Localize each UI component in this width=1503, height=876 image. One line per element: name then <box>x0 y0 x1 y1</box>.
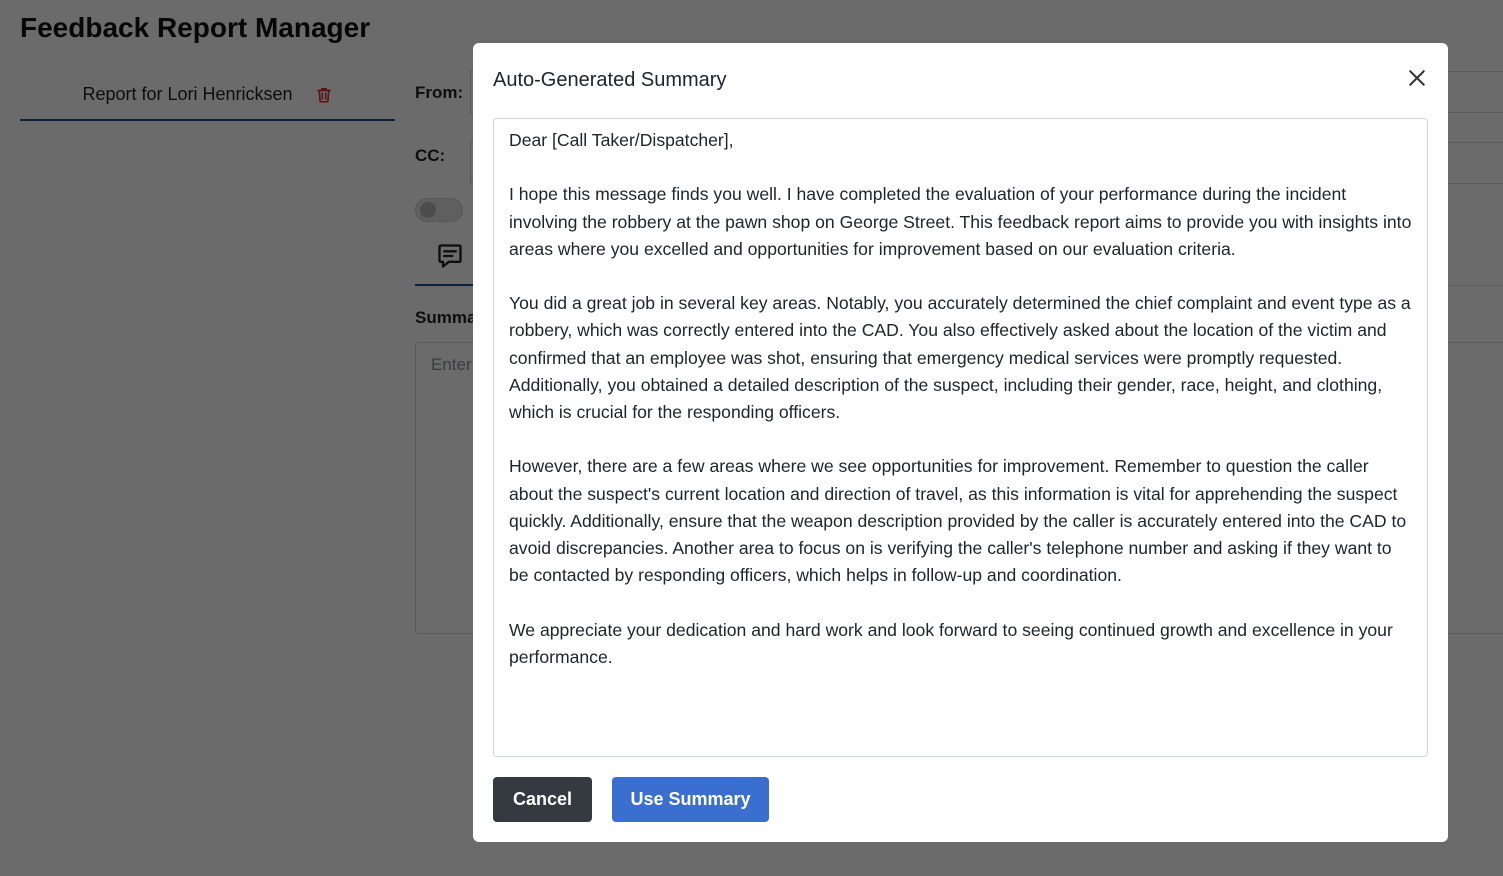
cancel-button[interactable]: Cancel <box>493 777 592 822</box>
summary-paragraph: You did a great job in several key areas. Notably, you accurately determined the chief complaint and event type as a robbery, which was correctly entered into the CAD. You also effectively asked about the location of the victim and confirmed that an employee was shot, ensuring that emergency medical services were promptly requested. Additionally, you obtained a detailed description of the suspect, including their gender, race, height, and clothing, which is crucial for the responding officers. <box>509 293 1411 422</box>
close-button[interactable] <box>1404 67 1430 93</box>
summary-paragraph: However, there are a few areas where we see opportunities for improvement. Remember to question the caller about the suspect's current location and direction of travel, as this information is vital for apprehending the suspect quickly. Additionally, ensure that the weapon description provided by the caller is accurately entered into the CAD to avoid discrepancies. Another area to focus on is verifying the caller's telephone number and asking if they want to be contacted by responding officers, which helps in follow-up and coordination. <box>509 456 1407 586</box>
summary-paragraph: I hope this message finds you well. I have completed the evaluation of your performance during the incident involving the robbery at the pawn shop on George Street. This feedback report aims to provide you with insights into areas where you excelled and opportunities for improvement based on our evaluation criteria. <box>509 184 1412 259</box>
summary-paragraph: Dear [Call Taker/Dispatcher], <box>509 130 734 150</box>
modal-title: Auto-Generated Summary <box>493 69 727 91</box>
summary-modal <box>473 43 1448 842</box>
summary-paragraph: We appreciate your dedication and hard work and look forward to seeing continued growth and excellence in your performance. <box>509 619 1393 667</box>
close-icon <box>1408 69 1426 92</box>
generated-summary-text[interactable] <box>493 118 1428 757</box>
use-summary-button[interactable]: Use Summary <box>612 777 769 822</box>
